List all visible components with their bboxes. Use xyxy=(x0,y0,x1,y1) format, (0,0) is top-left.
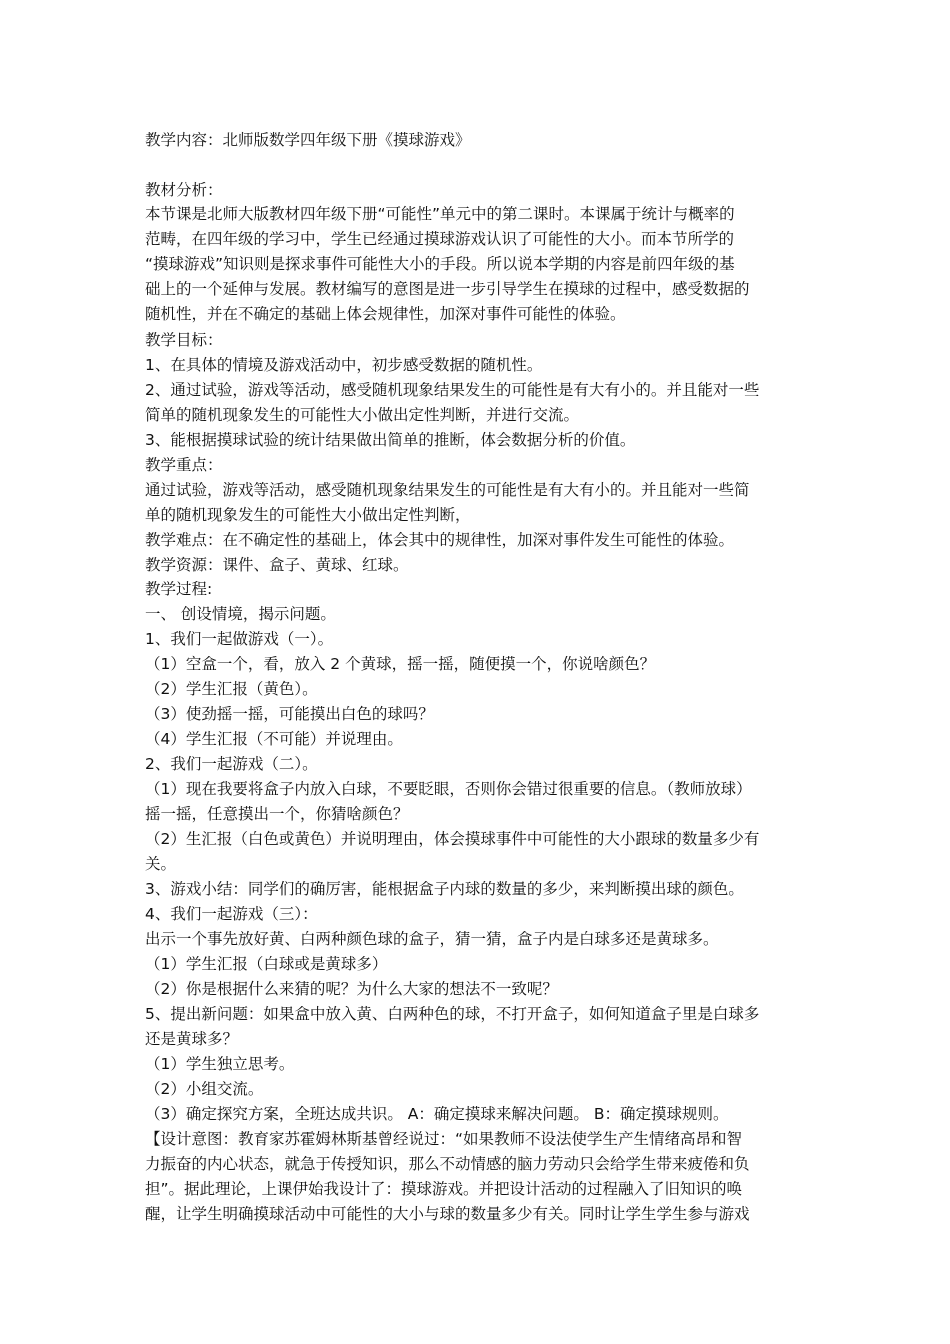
document-line: 简单的随机现象发生的可能性大小做出定性判断，并进行交流。 xyxy=(145,406,580,424)
document-line: “摸球游戏”知识则是探求事件可能性大小的手段。所以说本学期的内容是前四年级的基 xyxy=(145,255,735,273)
document-line: （1）学生独立思考。 xyxy=(145,1055,295,1073)
document-line: 教学重点： xyxy=(145,456,223,474)
document-line: 力振奋的内心状态，就急于传授知识，那么不动情感的脑力劳动只会给学生带来疲倦和负 xyxy=(145,1155,750,1173)
document-line: （2）你是根据什么来猜的呢？为什么大家的想法不一致呢？ xyxy=(145,980,558,998)
document-line: （1）现在我要将盒子内放入白球，不要眨眼，否则你会错过很重要的信息。（教师放球） xyxy=(145,780,752,798)
document-line: 担”。据此理论，上课伊始我设计了：摸球游戏。并把设计活动的过程融入了旧知识的唤 xyxy=(145,1180,743,1198)
document-line: 础上的一个延伸与发展。教材编写的意图是进一步引导学生在摸球的过程中，感受数据的 xyxy=(145,280,750,298)
document-line: 范畴，在四年级的学习中，学生已经通过摸球游戏认识了可能性的大小。而本节所学的 xyxy=(145,230,735,248)
document-line: （3）确定探究方案，全班达成共识。 A：确定摸球来解决问题。 B：确定摸球规则。 xyxy=(145,1105,729,1123)
document-line: （4）学生汇报（不可能）并说理由。 xyxy=(145,730,403,748)
document-line: 1、在具体的情境及游戏活动中，初步感受数据的随机性。 xyxy=(145,356,543,374)
document-line: （1）空盒一个，看，放入 2 个黄球，摇一摇，随便摸一个，你说啥颜色？ xyxy=(145,655,656,673)
document-line: 4、我们一起游戏（三）： xyxy=(145,905,318,923)
document-line: 3、能根据摸球试验的统计结果做出简单的推断，体会数据分析的价值。 xyxy=(145,431,636,449)
document-line: 出示一个事先放好黄、白两种颜色球的盒子，猜一猜，盒子内是白球多还是黄球多。 xyxy=(145,930,719,948)
document-line: （2）学生汇报（黄色）。 xyxy=(145,680,318,698)
document-line: 教学内容：北师版数学四年级下册《摸球游戏》 xyxy=(145,131,471,149)
document-line: 3、游戏小结：同学们的确厉害，能根据盒子内球的数量的多少，来判断摸出球的颜色。 xyxy=(145,880,744,898)
document-line: 随机性，并在不确定的基础上体会规律性，加深对事件可能性的体验。 xyxy=(145,305,626,323)
document-line: 2、通过试验，游戏等活动，感受随机现象结果发生的可能性是有大有小的。并且能对一些 xyxy=(145,381,760,399)
document-line: （3）使劲摇一摇，可能摸出白色的球吗？ xyxy=(145,705,434,723)
document-line: 摇一摇，任意摸出一个，你猜啥颜色？ xyxy=(145,805,409,823)
document-line: 还是黄球多？ xyxy=(145,1030,239,1048)
document-line: 教学过程: xyxy=(145,580,213,598)
document-line: 5、提出新问题：如果盒中放入黄、白两种色的球，不打开盒子，如何知道盒子里是白球多 xyxy=(145,1005,760,1023)
document-line: 1、我们一起做游戏（一）。 xyxy=(145,630,334,648)
document-line: 本节课是北师大版教材四年级下册“可能性”单元中的第二课时。本课属于统计与概率的 xyxy=(145,205,735,223)
document-line: （2）小组交流。 xyxy=(145,1080,264,1098)
document-line: 醒，让学生明确摸球活动中可能性的大小与球的数量多少有关。同时让学生学生参与游戏 xyxy=(145,1205,750,1223)
document-line: 一、 创设情境，揭示问题。 xyxy=(145,605,336,623)
document-line: 2、我们一起游戏（二）。 xyxy=(145,755,318,773)
document-line: 教学难点：在不确定性的基础上，体会其中的规律性，加深对事件发生可能性的体验。 xyxy=(145,531,735,549)
document-line: 单的随机现象发生的可能性大小做出定性判断， xyxy=(145,506,471,524)
document-line: 【设计意图：教育家苏霍姆林斯基曾经说过：“如果教师不设法使学生产生情绪高昂和智 xyxy=(145,1130,743,1148)
document-line: 教材分析： xyxy=(145,181,223,199)
document-line: （1）学生汇报（白球或是黄球多） xyxy=(145,955,388,973)
document-line: 通过试验，游戏等活动，感受随机现象结果发生的可能性是有大有小的。并且能对一些简 xyxy=(145,481,750,499)
document-line: 教学目标： xyxy=(145,331,223,349)
document-line: （2）生汇报（白色或黄色）并说明理由，体会摸球事件中可能性的大小跟球的数量多少有 xyxy=(145,830,760,848)
document-line: 关。 xyxy=(145,855,177,873)
document-line: 教学资源：课件、盒子、黄球、红球。 xyxy=(145,556,409,574)
